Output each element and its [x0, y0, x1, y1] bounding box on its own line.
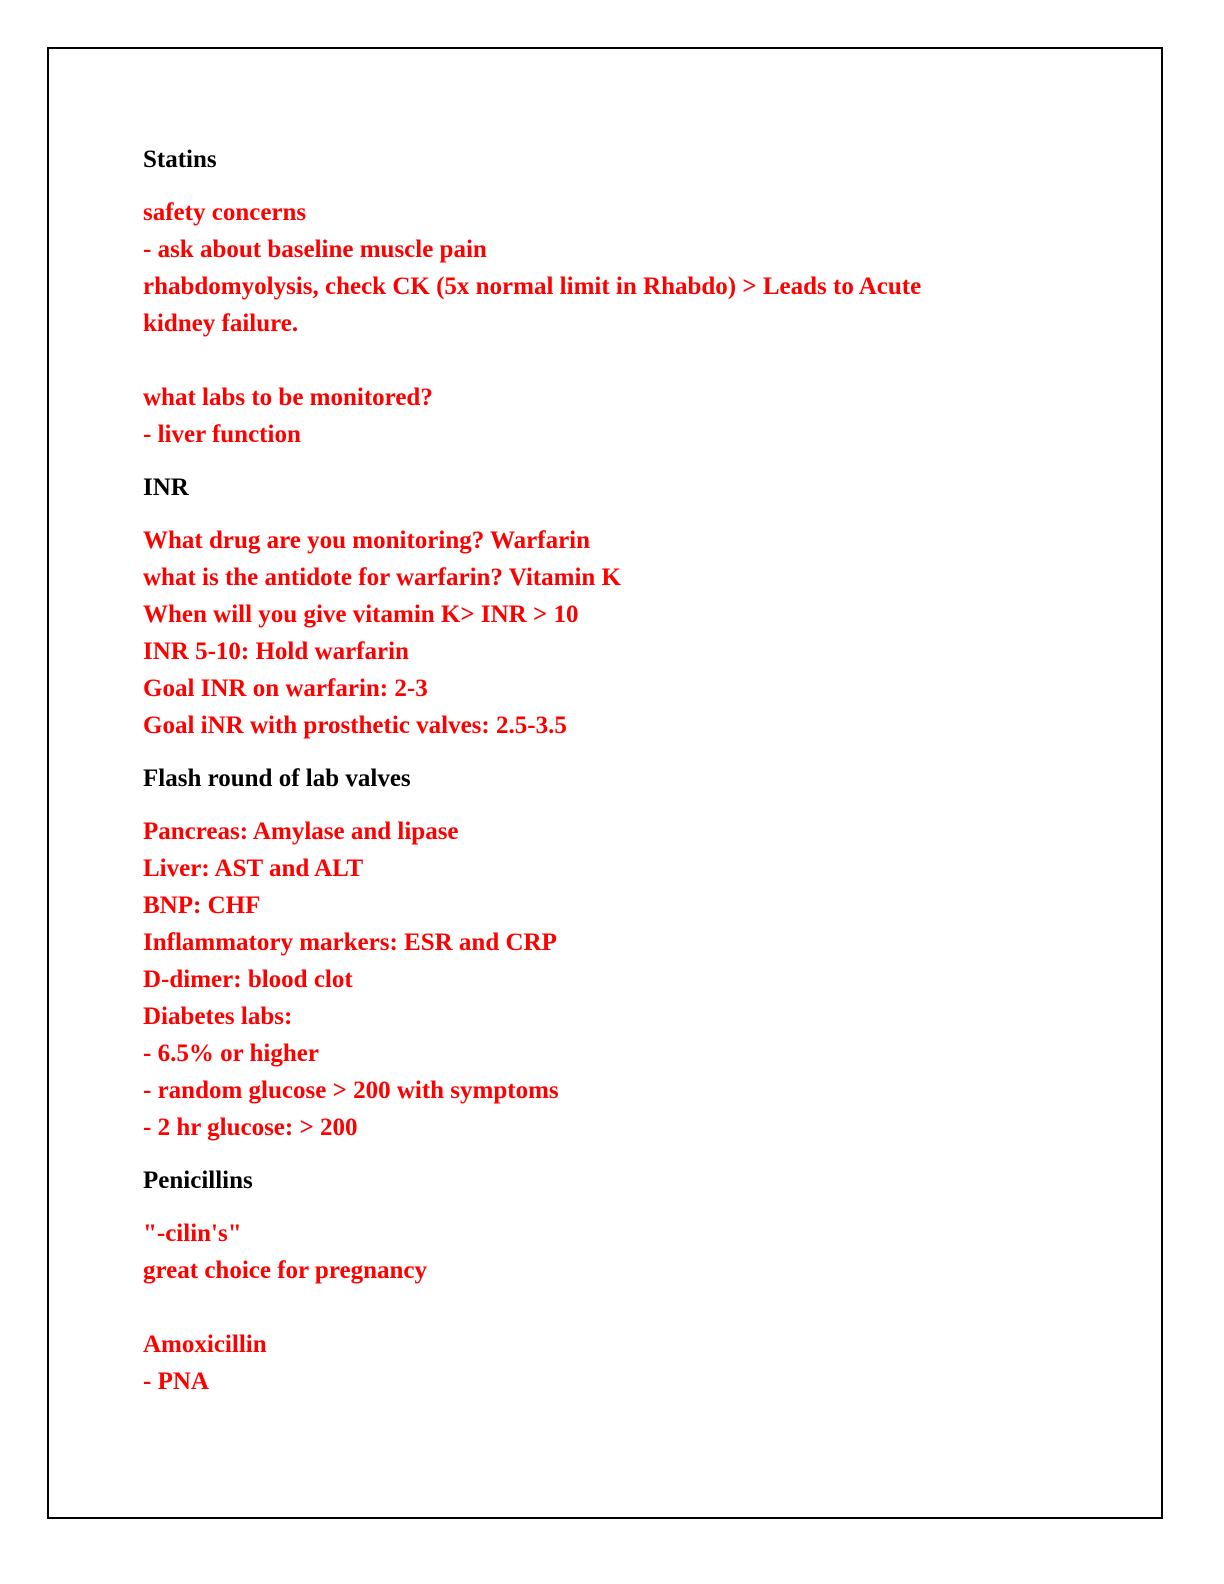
note-line: Goal iNR with prosthetic valves: 2.5-3.5 — [143, 712, 567, 739]
section-notes-statins — [143, 194, 1103, 453]
note-line: BNP: CHF — [143, 892, 261, 919]
note-line: Pancreas: Amylase and lipase — [143, 818, 459, 845]
note-line: "-cilin's" — [143, 1220, 242, 1247]
note-line: Liver: AST and ALT — [143, 855, 364, 882]
note-line: rhabdomyolysis, check CK (5x normal limit in Rhabdo) > Leads to Acute — [143, 273, 922, 300]
note-line: - ask about baseline muscle pain — [143, 236, 487, 263]
note-line: - PNA — [143, 1368, 209, 1395]
note-line: kidney failure. — [143, 310, 299, 337]
note-line: When will you give vitamin K> INR > 10 — [143, 601, 579, 628]
note-line: what is the antidote for warfarin? Vitamin K — [143, 564, 621, 591]
note-line: What drug are you monitoring? Warfarin — [143, 527, 591, 554]
blank-line — [143, 1289, 1103, 1326]
note-line: safety concerns — [143, 199, 307, 226]
note-line: Diabetes labs: — [143, 1003, 293, 1030]
note-line: - liver function — [143, 421, 301, 448]
section-heading-statins: Statins — [143, 146, 217, 173]
note-line: what labs to be monitored? — [143, 384, 433, 411]
section-heading-penicillins: Penicillins — [143, 1167, 253, 1194]
note-line: INR 5-10: Hold warfarin — [143, 638, 409, 665]
section-notes-penicillins — [143, 1215, 1103, 1400]
section-heading-lab-values: Flash round of lab valves — [143, 765, 411, 792]
document-body — [143, 141, 1103, 1416]
note-line: D-dimer: blood clot — [143, 966, 353, 993]
section-notes-inr — [143, 522, 1103, 744]
note-line: - random glucose > 200 with symptoms — [143, 1077, 559, 1104]
note-line: Amoxicillin — [143, 1331, 267, 1358]
blank-line — [143, 342, 1103, 379]
note-line: great choice for pregnancy — [143, 1257, 427, 1284]
note-line: Inflammatory markers: ESR and CRP — [143, 929, 557, 956]
note-line: - 2 hr glucose: > 200 — [143, 1114, 358, 1141]
note-line: Goal INR on warfarin: 2-3 — [143, 675, 428, 702]
section-notes-lab-values — [143, 813, 1103, 1146]
section-heading-inr: INR — [143, 474, 189, 501]
note-line: - 6.5% or higher — [143, 1040, 319, 1067]
